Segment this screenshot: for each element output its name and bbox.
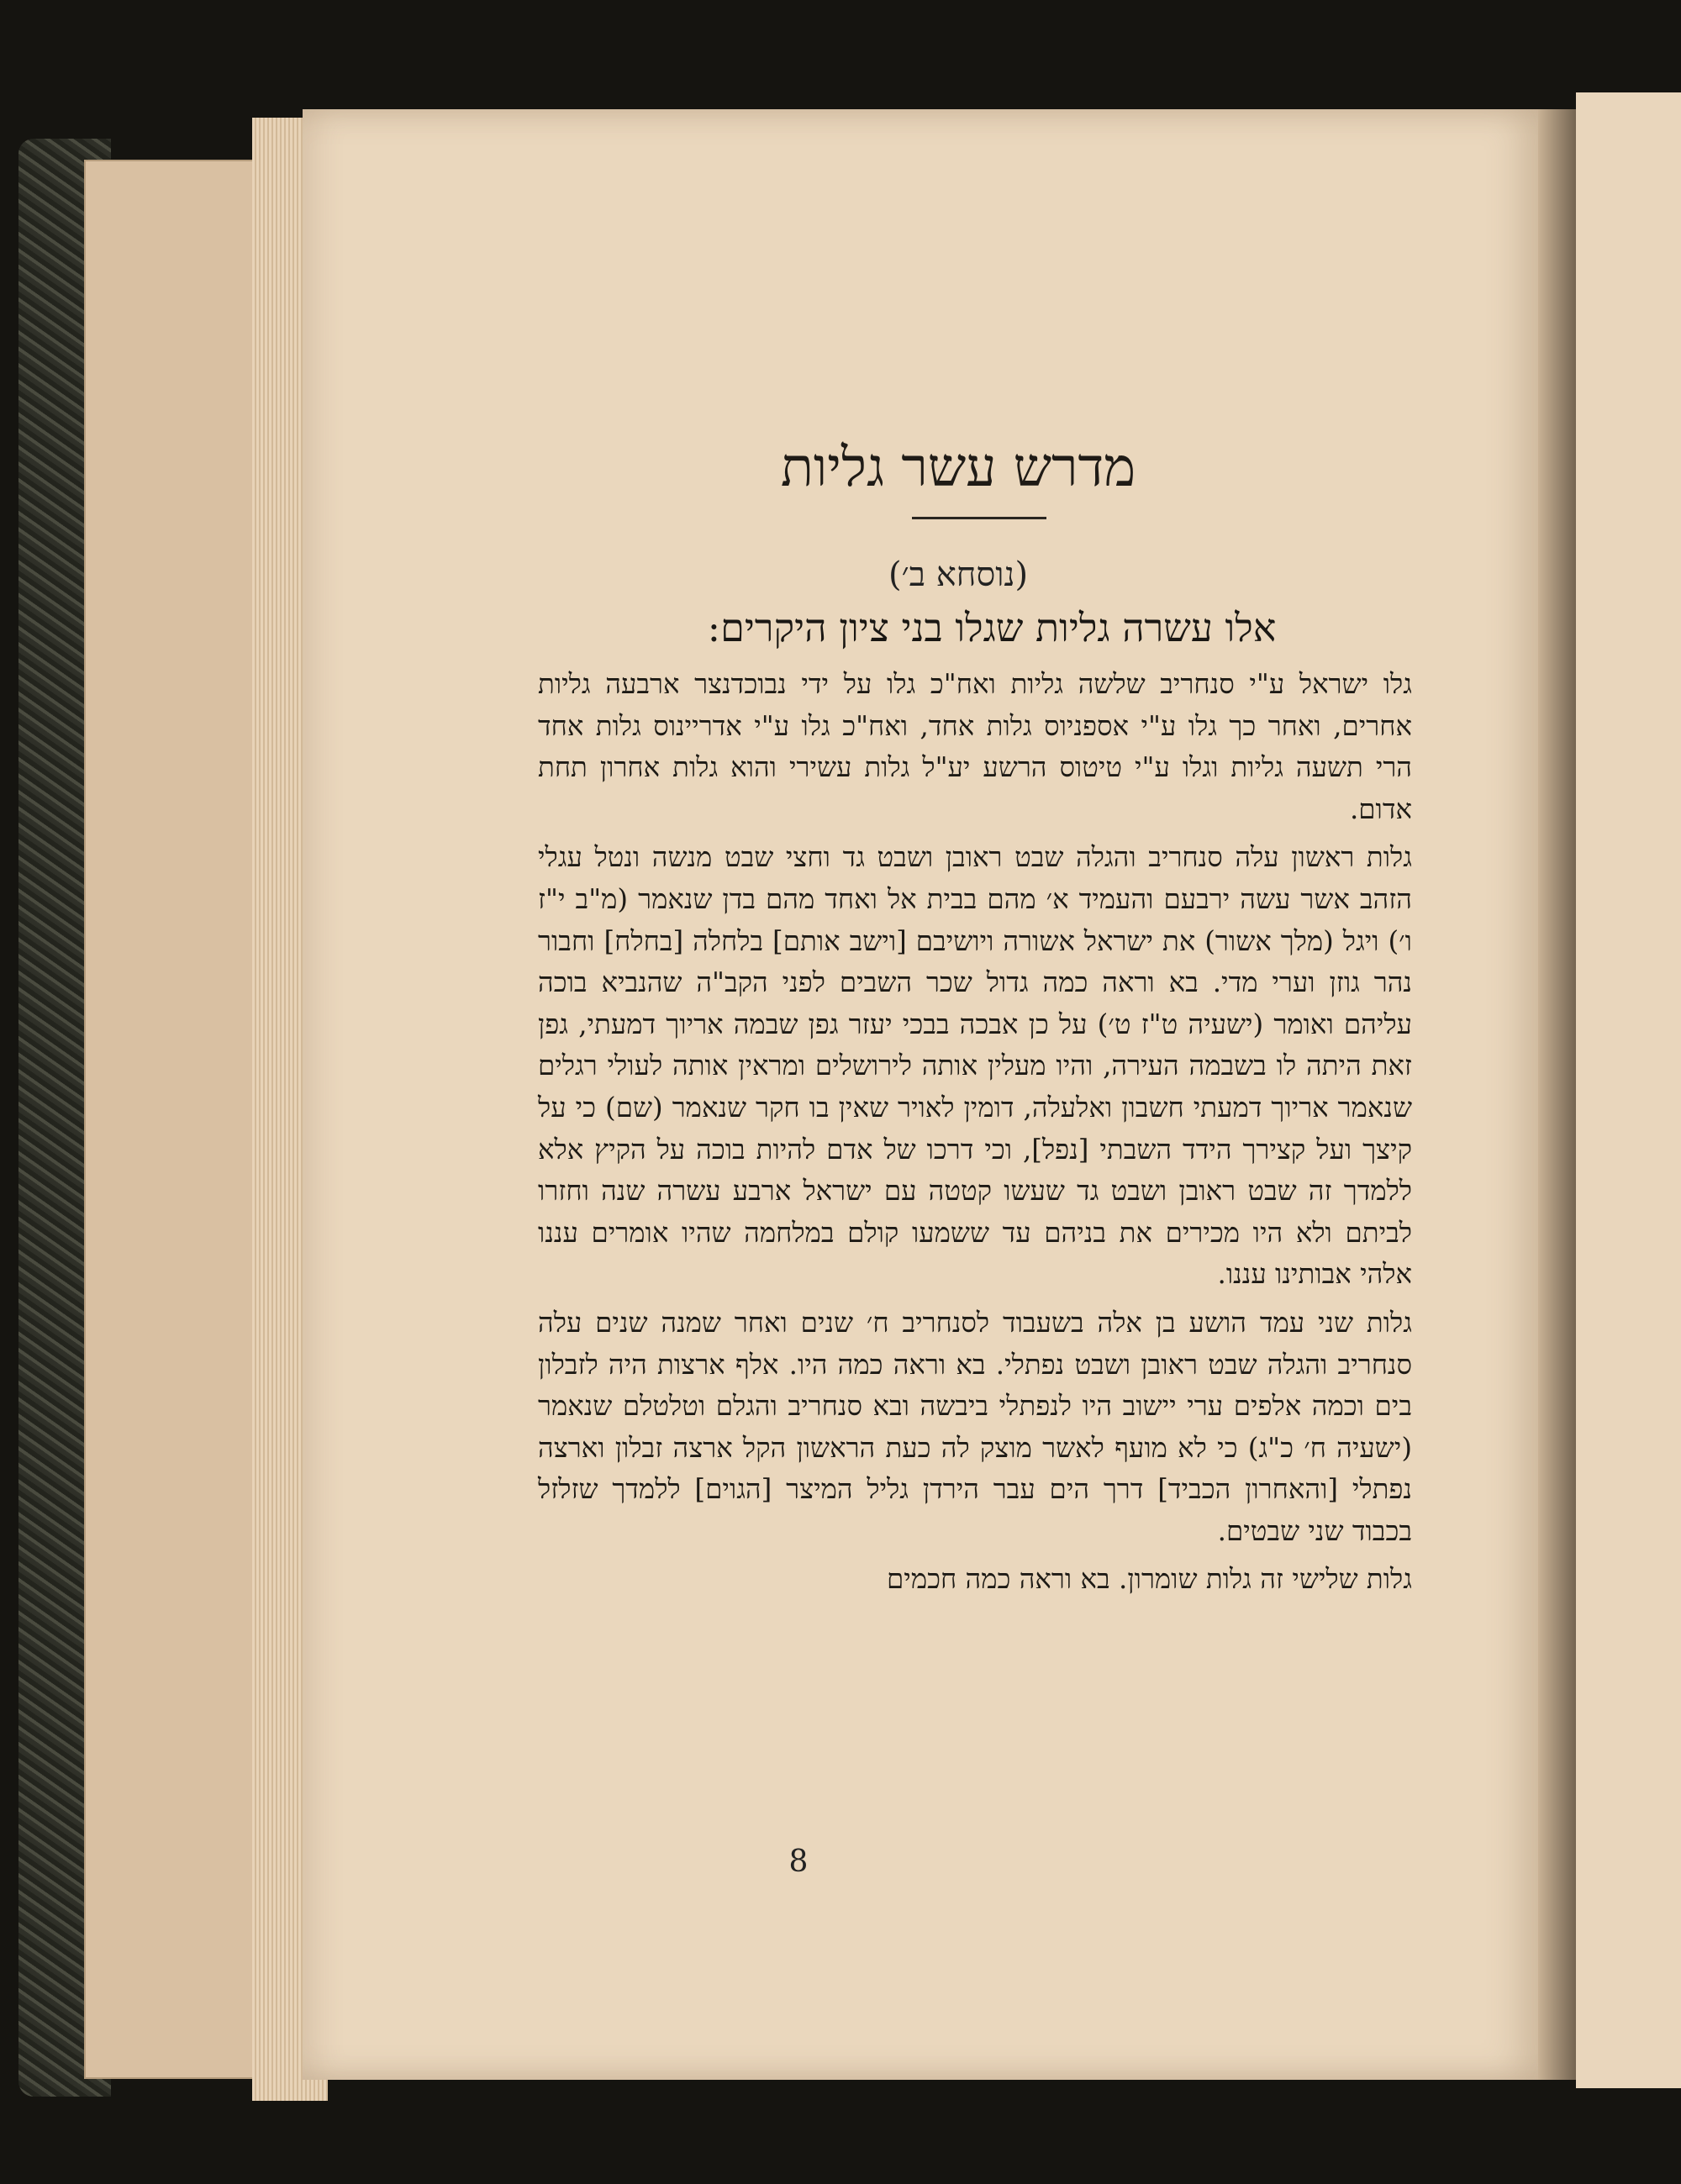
- title-rule: [912, 517, 1046, 519]
- version-subtitle: (נוסחא ב׳): [888, 555, 1029, 594]
- page-title: מדרש עשר גליות: [780, 437, 1136, 499]
- body-text: [538, 664, 1412, 1601]
- page-number: 8: [788, 1845, 809, 1879]
- facing-page-edge: [1576, 92, 1681, 2088]
- paragraph: גלות שני עמד הושע בן אלה בשעבוד לסנחריב ח׳ שנים ואחר שמנה שנים עלה סנחריב והגלה שבט ראובן ושבט נפתלי. בא וראה כמה היו. אלף ארצות היה לזבלון בים וכמה אלפים ערי יישוב היו לנפתלי ביבשה ובא סנחריב והגלם וטלטלם שנאמר (ישעיה ח׳ כ"ג) כי לא מועף לאשר מוצק לה כעת הראשון הקל ארצה זבלון וארצה נפתלי [והאחרון הכביד] דרך הים עבר הירדן גליל המיצר [הגוים] ללמדך שזלזל בכבוד שני שבטים.: [538, 1306, 1412, 1547]
- book-gutter: [1538, 109, 1580, 2080]
- paragraph: גלו ישראל ע"י סנחריב שלשה גליות ואח"כ גלו על ידי נבוכדנצר ארבעה גליות אחרים, ואחר כך גלו ע"י אספניוס גלות אחד, ואח"כ גלו ע"י אדריינוס גלות אחד הרי תשעה גליות וגלו ע"י טיטוס הרשע יע"ל גלות עשירי והוא גלות אחרון תחת אדום.: [538, 668, 1412, 825]
- paragraph: גלות שלישי זה גלות שומרון. בא וראה כמה חכמים: [887, 1563, 1412, 1596]
- paragraph: גלות ראשון עלה סנחריב והגלה שבט ראובן ושבט גד וחצי שבט מנשה ונטל עגלי הזהב אשר עשה ירבעם והעמיד א׳ מהם בבית אל ואחד מהם בדן שנאמר (מ"ב י"ז ו׳) ויגל (מלך אשור) את ישראל אשורה ויושיבם [וישב אותם] בלחלה [בחלח] וחבור נהר גוזן וערי מדי. בא וראה כמה גדול שכר השבים לפני הקב"ה שהנביא בוכה עליהם ואומר (ישעיה ט"ז ט׳) על כן אבכה בבכי יעזר גפן שבמה אריוך דמעתי, גפן זאת היתה לו בשבמה העירה, והיו מעלין אותה לירושלים ומראין אותה לעולי רגלים שנאמר אריוך דמעתי חשבון ואלעלה, דומין לאויר שאין בו חקר שנאמר (שם) כי על קיצך ועל קצירך הידד השבתי [נפל], וכי דרכו של אדם להיות בוכה על הקיץ אלא ללמדך זה שבט ראובן ושבט גד שעשו קטטה עם ישראל ארבע עשרה שנה וחזרו לביתם ולא היו מכירים את בניהם עד ששמעו קולם במלחמה שהיו אומרים עננו אלהי אבותינו עננו.: [538, 841, 1412, 1291]
- section-heading: אלו עשרה גליות שגלו בני ציון היקרים:: [707, 605, 1277, 650]
